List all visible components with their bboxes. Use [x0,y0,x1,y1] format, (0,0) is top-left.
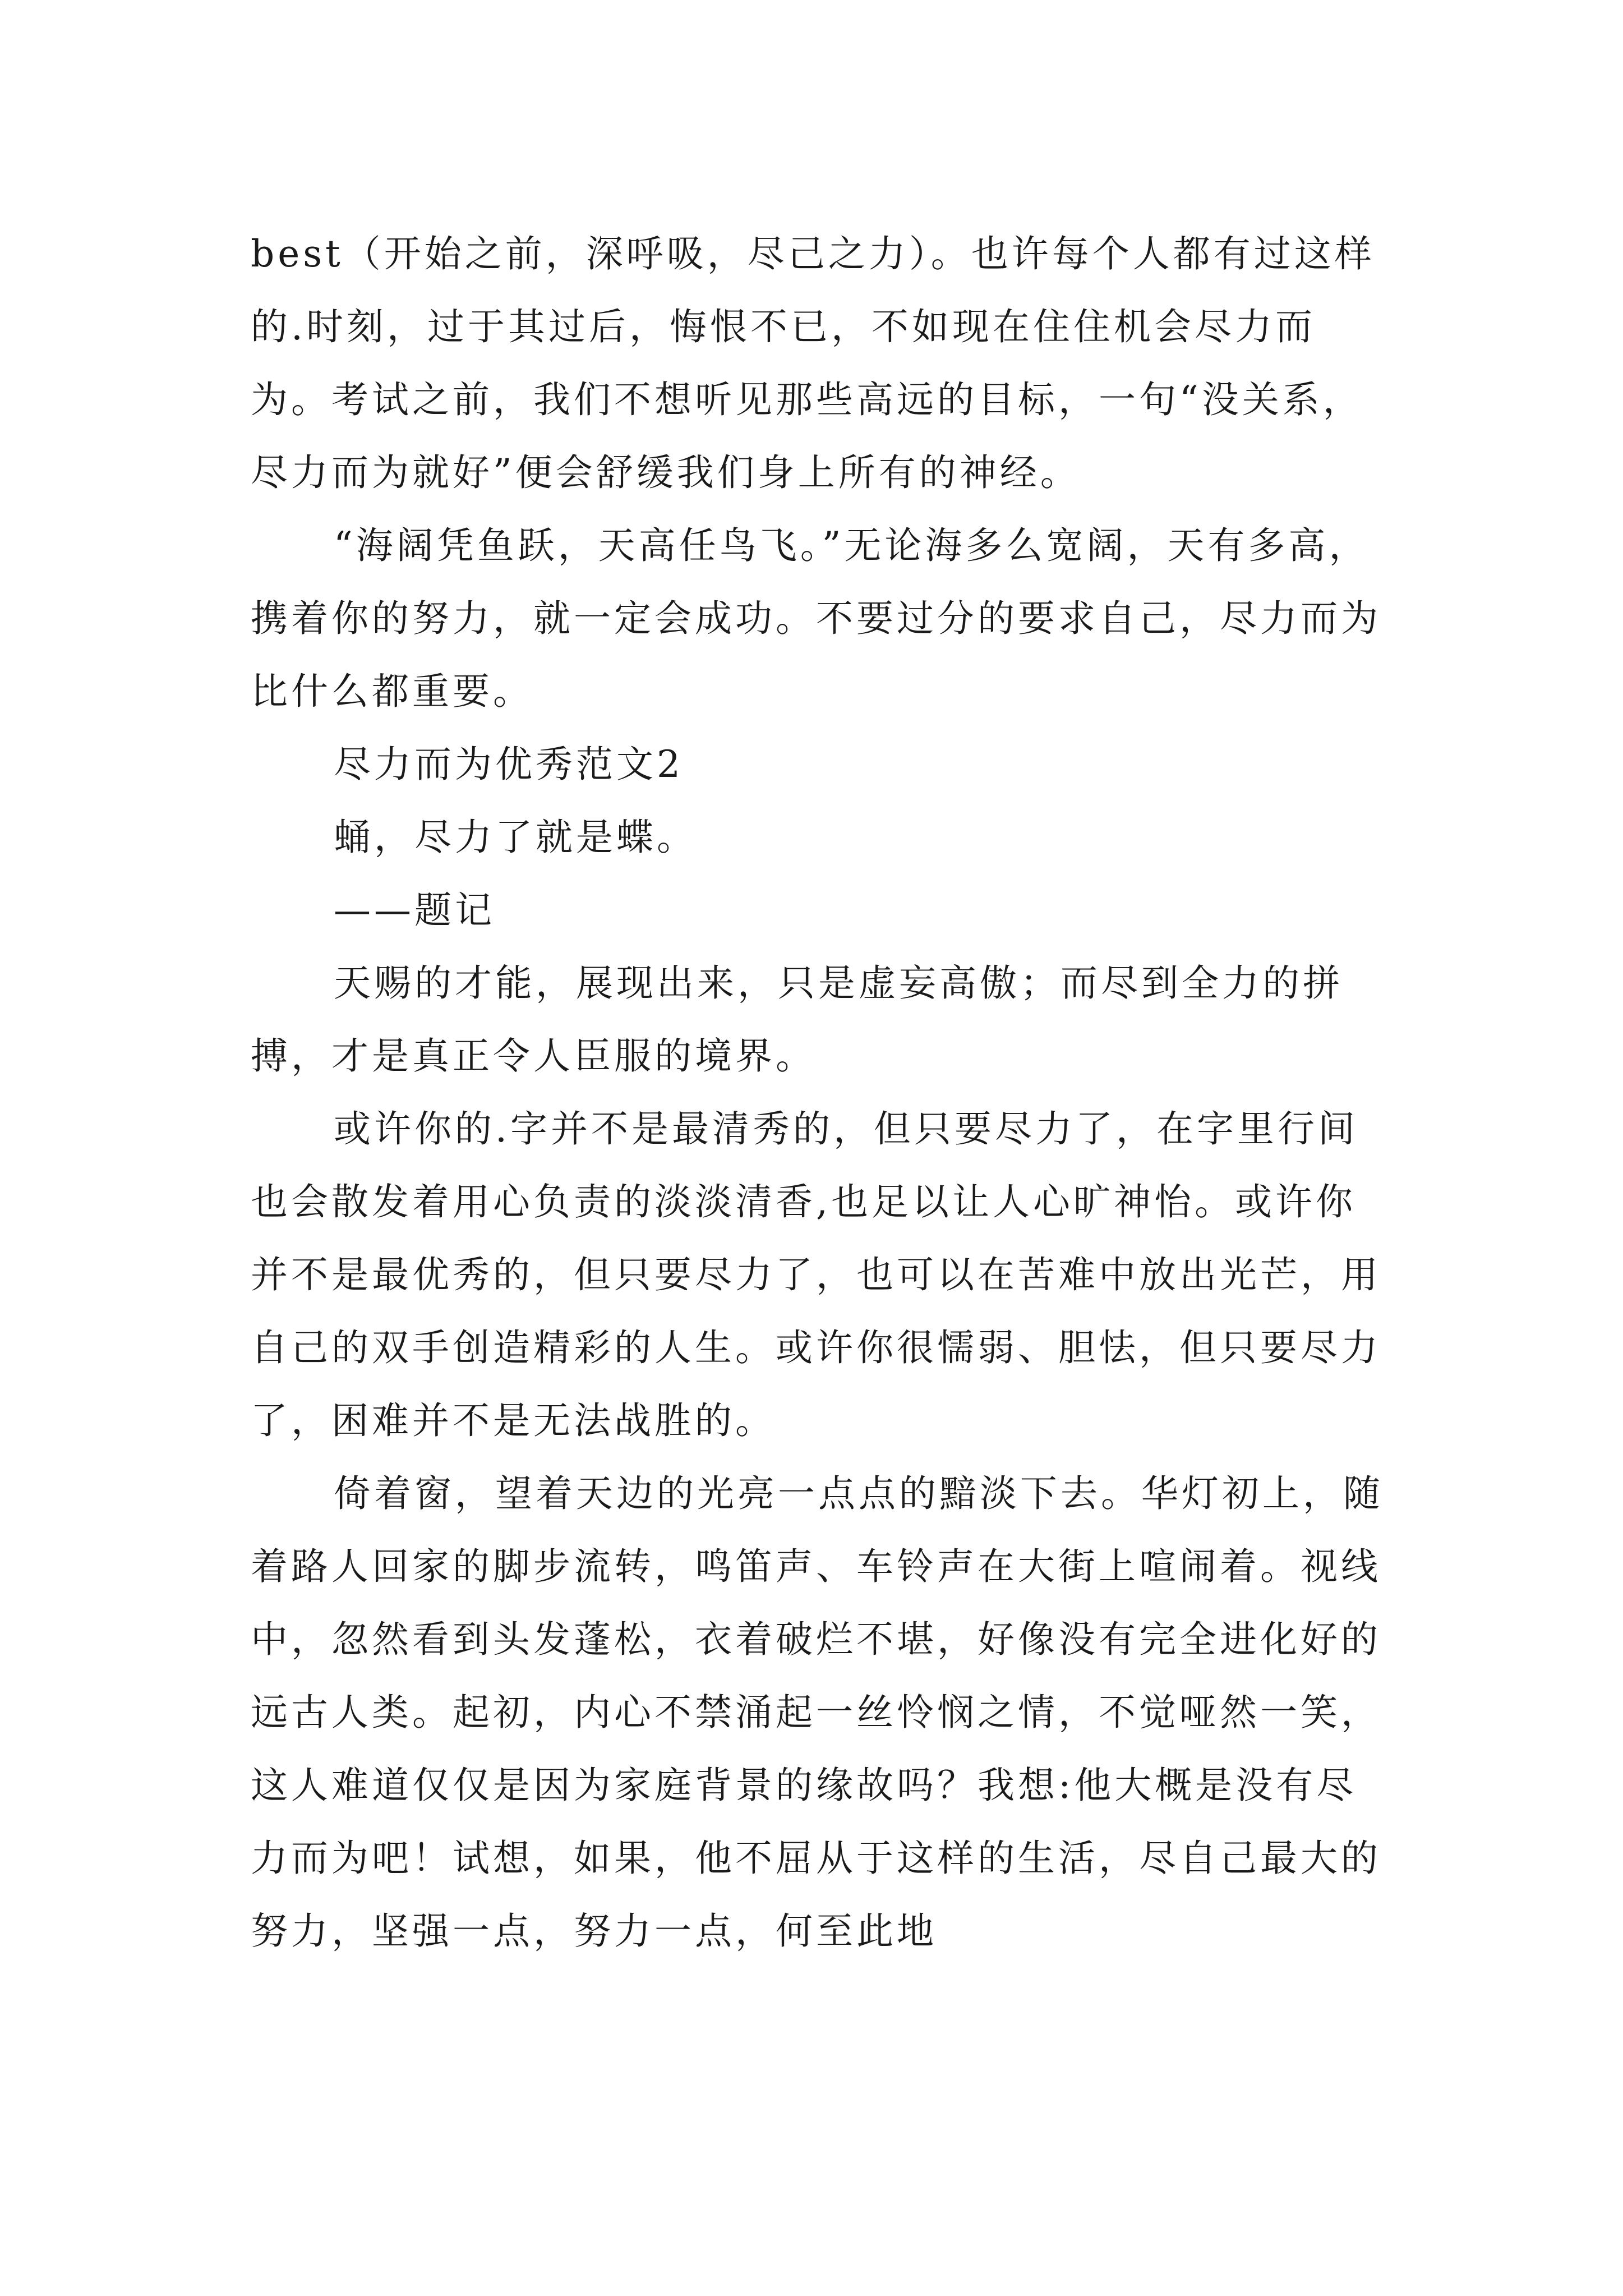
epigraph-attribution: ——题记 [334,889,495,932]
document-body [251,218,1395,1968]
epigraph: 蛹，尽力了就是蝶。 [334,816,697,859]
paragraph-5: 倚着窗，望着天边的光亮一点点的黯淡下去。华灯初上，随着路人回家的脚步流转，鸣笛声、车铃声在大街上喧闹着。视线中，忽然看到头发蓬松，衣着破烂不堪，好像没有完全进化好的远古人类。起初，内心不禁涌起一丝怜悯之情，不觉哑然一笑，这人难道仅仅是因为家庭背景的缘故吗？我想:他大概是没有尽力而为吧！试想，如果，他不屈从于这样的生活，尽自己最大的努力，坚强一点，努力一点，何至此地 [251,1472,1384,1953]
paragraph-3: 天赐的才能，展现出来，只是虚妄高傲；而尽到全力的拼搏，才是真正令人臣服的境界。 [251,961,1343,1078]
paragraph-2: “海阔凭鱼跃，天高任鸟飞。”无论海多么宽阔，天有多高，携着你的努力，就一定会成功。不要过分的要求自己，尽力而为比什么都重要。 [251,524,1381,713]
paragraph-4: 或许你的.字并不是最清秀的，但只要尽力了，在字里行间也会散发着用心负责的淡淡清香,也足以让人心旷神怡。或许你并不是最优秀的，但只要尽力了，也可以在苦难中放出光芒，用自己的双手创造精彩的人生。或许你很懦弱、胆怯，但只要尽力了，困难并不是无法战胜的。 [251,1107,1381,1442]
paragraph-1: best（开始之前，深呼吸，尽己之力）。也许每个人都有过这样的.时刻，过于其过后，悔恨不已，不如现在住住机会尽力而为。考试之前，我们不想听见那些高远的目标，一句“没关系，尽力而为就好”便会舒缓我们身上所有的神经。 [251,232,1375,494]
section-heading: 尽力而为优秀范文2 [334,743,684,786]
